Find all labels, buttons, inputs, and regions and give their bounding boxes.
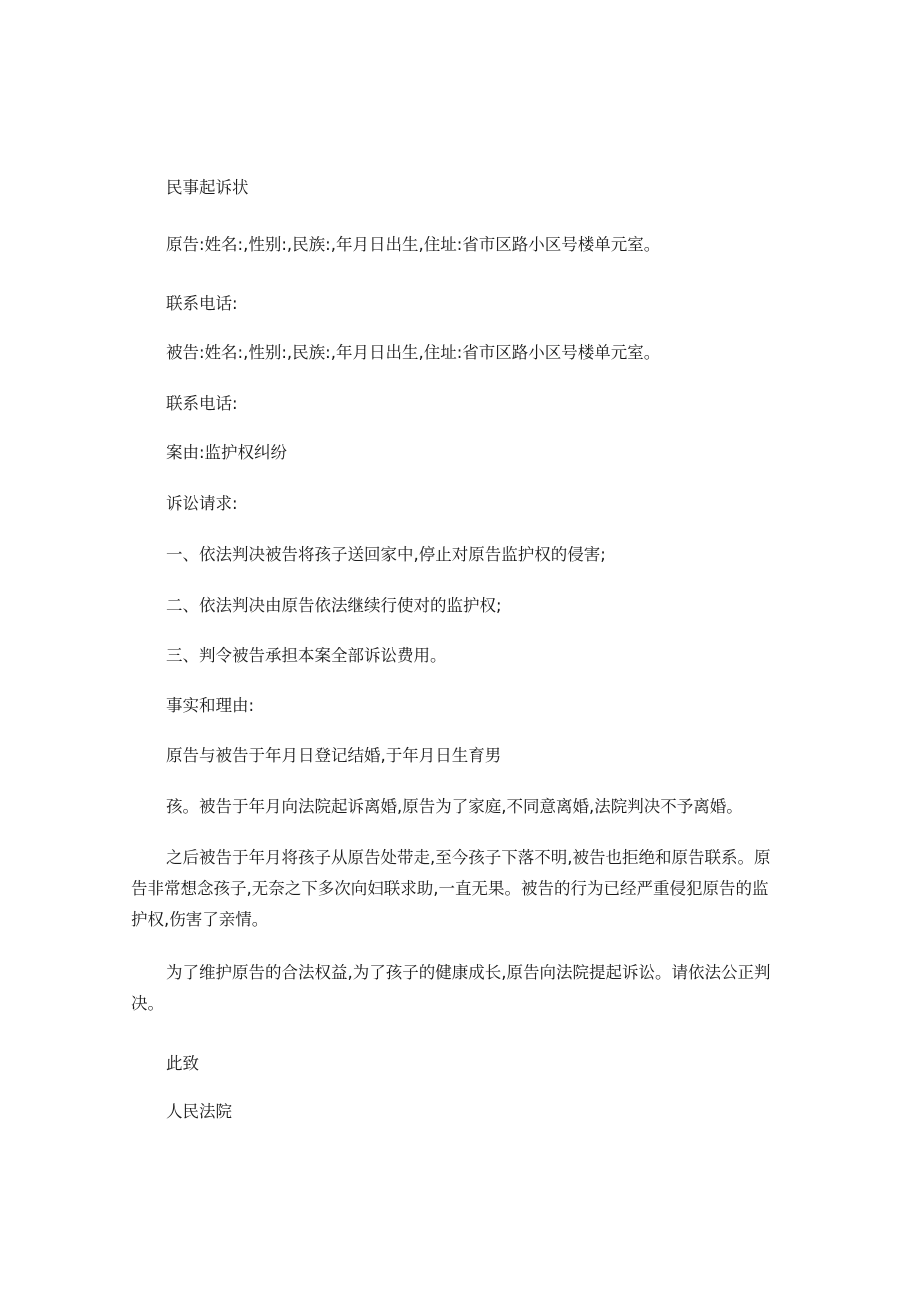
closing-salutation: 此致 <box>166 1054 199 1073</box>
facts-line-2: 孩。被告于年月向法院起诉离婚,原告为了家庭,不同意离婚,法院判决不予离婚。 <box>166 797 743 816</box>
document-title: 民事起诉状 <box>166 178 249 197</box>
court-name: 人民法院 <box>166 1102 232 1121</box>
facts-line-1: 原告与被告于年月日登记结婚,于年月日生育男 <box>166 746 502 765</box>
plaintiff-phone: 联系电话: <box>166 294 238 313</box>
claim-item-1: 一、依法判决被告将孩子送回家中,停止对原告监护权的侵害; <box>166 545 606 564</box>
claims-heading: 诉讼请求: <box>166 494 238 513</box>
facts-paragraph-2: 之后被告于年月将孩子从原告处带走,至今孩子下落不明,被告也拒绝和原告联系。原告非常想念孩子,无奈之下多次向妇联求助,一直无果。被告的行为已经严重侵犯原告的监护权,伤害了亲情。 <box>131 848 771 929</box>
claim-item-2: 二、依法判决由原告依法继续行使对的监护权; <box>166 596 502 615</box>
defendant-info: 被告:姓名:,性别:,民族:,年月日出生,住址:省市区路小区号楼单元室。 <box>166 343 661 362</box>
defendant-phone: 联系电话: <box>166 394 238 413</box>
claim-item-3: 三、判令被告承担本案全部诉讼费用。 <box>166 646 447 665</box>
facts-heading: 事实和理由: <box>166 696 255 715</box>
case-cause: 案由:监护权纠纷 <box>166 443 288 462</box>
plaintiff-info: 原告:姓名:,性别:,民族:,年月日出生,住址:省市区路小区号楼单元室。 <box>166 235 661 254</box>
facts-paragraph-3: 为了维护原告的合法权益,为了孩子的健康成长,原告向法院提起诉讼。请依法公正判决。 <box>131 963 771 1013</box>
